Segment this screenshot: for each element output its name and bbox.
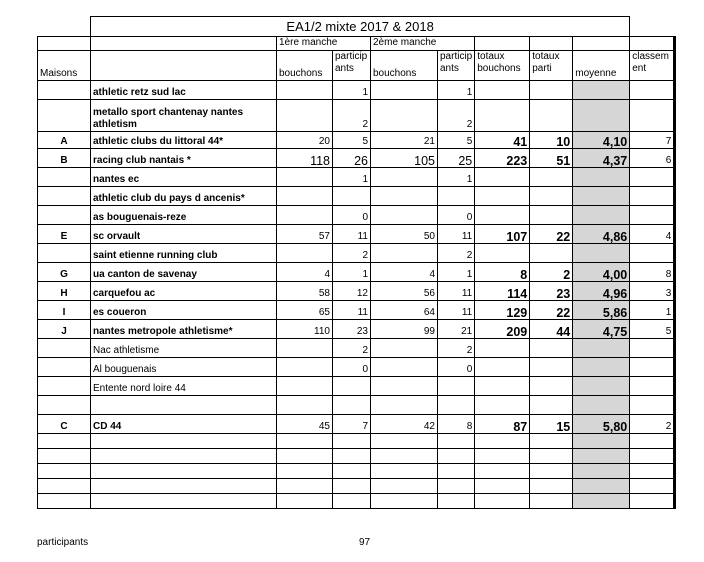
cell-moyenne	[573, 494, 630, 509]
cell-bouchons2: 4	[371, 263, 438, 282]
cell-classement	[630, 206, 675, 225]
cell-totaux-bouchons: 41	[475, 132, 530, 149]
cell-moyenne: 4,37	[573, 149, 630, 168]
cell-moyenne	[573, 100, 630, 132]
cell-particip2	[438, 434, 475, 449]
cell-particip1	[333, 396, 371, 415]
cell-club: athletic retz sud lac	[91, 81, 277, 100]
cell-totaux-parti	[530, 206, 573, 225]
cell-totaux-parti	[530, 449, 573, 464]
cell-totaux-parti	[530, 244, 573, 263]
cell-totaux-parti	[530, 396, 573, 415]
cell-totaux-parti: 10	[530, 132, 573, 149]
cell-classement: 1	[630, 301, 675, 320]
cell-bouchons2: 99	[371, 320, 438, 339]
cell-moyenne	[573, 187, 630, 206]
cell-club: Al bouguenais	[91, 358, 277, 377]
cell-club: athletic clubs du littoral 44*	[91, 132, 277, 149]
cell-bouchons1: 110	[277, 320, 333, 339]
cell-bouchons1	[277, 358, 333, 377]
manche-header-row	[38, 37, 675, 51]
cell-maison	[38, 377, 91, 396]
cell-particip1: 11	[333, 225, 371, 244]
cell-maison	[38, 339, 91, 358]
cell-totaux-parti: 2	[530, 263, 573, 282]
table-row	[38, 320, 675, 339]
cell-bouchons2: 56	[371, 282, 438, 301]
cell-club	[91, 434, 277, 449]
cell-moyenne: 4,75	[573, 320, 630, 339]
cell-totaux-parti	[530, 339, 573, 358]
cell-particip1: 7	[333, 415, 371, 434]
cell-club: nantes ec	[91, 168, 277, 187]
cell-totaux-bouchons: 129	[475, 301, 530, 320]
table-row	[38, 187, 675, 206]
cell-maison	[38, 449, 91, 464]
cell-moyenne: 4,96	[573, 282, 630, 301]
table-row	[38, 396, 675, 415]
cell-bouchons2	[371, 434, 438, 449]
cell-maison: I	[38, 301, 91, 320]
totaux-bouchons-header: totaux bouchons	[475, 51, 530, 81]
particip1-header: particip ants	[333, 51, 371, 81]
cell-particip2: 8	[438, 415, 475, 434]
cell-bouchons2: 64	[371, 301, 438, 320]
cell-classement	[630, 244, 675, 263]
cell-maison	[38, 168, 91, 187]
cell-particip1: 2	[333, 244, 371, 263]
cell-particip1: 2	[333, 339, 371, 358]
cell-particip2: 25	[438, 149, 475, 168]
cell-totaux-parti	[530, 358, 573, 377]
cell-club: metallo sport chantenay nantes athletism	[91, 100, 277, 132]
cell-moyenne: 4,00	[573, 263, 630, 282]
table-title: EA1/2 mixte 2017 & 2018	[91, 17, 630, 37]
cell-classement	[630, 358, 675, 377]
cell-particip1	[333, 377, 371, 396]
cell-totaux-bouchons: 114	[475, 282, 530, 301]
table-row	[38, 225, 675, 244]
cell-bouchons2	[371, 81, 438, 100]
column-header-row	[38, 51, 675, 81]
cell-moyenne	[573, 168, 630, 187]
cell-maison	[38, 187, 91, 206]
cell-moyenne	[573, 358, 630, 377]
cell-classement	[630, 396, 675, 415]
bouchons1-header: bouchons	[277, 51, 333, 81]
cell-totaux-parti	[530, 434, 573, 449]
cell-bouchons2	[371, 479, 438, 494]
cell-particip1: 5	[333, 132, 371, 149]
cell-maison	[38, 100, 91, 132]
cell-particip1	[333, 187, 371, 206]
cell-particip1: 2	[333, 100, 371, 132]
cell-particip2: 0	[438, 358, 475, 377]
cell-bouchons1	[277, 377, 333, 396]
cell-club: athletic club du pays d ancenis*	[91, 187, 277, 206]
cell-maison	[38, 464, 91, 479]
cell-particip1: 1	[333, 81, 371, 100]
cell-bouchons1	[277, 244, 333, 263]
cell-maison: J	[38, 320, 91, 339]
cell-particip1: 1	[333, 263, 371, 282]
cell-totaux-bouchons	[475, 479, 530, 494]
results-table	[37, 16, 676, 509]
participants-label: participants	[37, 537, 89, 548]
cell-bouchons2	[371, 168, 438, 187]
cell-moyenne	[573, 206, 630, 225]
cell-classement: 4	[630, 225, 675, 244]
cell-bouchons1: 4	[277, 263, 333, 282]
cell-classement	[630, 377, 675, 396]
bouchons2-header: bouchons	[371, 51, 438, 81]
moyenne-header: moyenne	[573, 51, 630, 81]
cell-maison: E	[38, 225, 91, 244]
cell-club	[91, 449, 277, 464]
cell-particip2: 0	[438, 206, 475, 225]
cell-totaux-parti	[530, 100, 573, 132]
cell-club	[91, 396, 277, 415]
cell-bouchons2	[371, 100, 438, 132]
cell-bouchons2: 50	[371, 225, 438, 244]
cell-maison	[38, 358, 91, 377]
table-row	[38, 263, 675, 282]
cell-bouchons1	[277, 100, 333, 132]
cell-moyenne	[573, 244, 630, 263]
cell-classement	[630, 479, 675, 494]
cell-moyenne	[573, 449, 630, 464]
cell-particip1	[333, 494, 371, 509]
cell-totaux-parti	[530, 168, 573, 187]
cell-particip1	[333, 449, 371, 464]
cell-totaux-bouchons	[475, 358, 530, 377]
cell-particip1: 23	[333, 320, 371, 339]
cell-club: as bouguenais-reze	[91, 206, 277, 225]
cell-maison	[38, 494, 91, 509]
cell-particip1	[333, 479, 371, 494]
cell-particip2	[438, 377, 475, 396]
table-row	[38, 301, 675, 320]
cell-bouchons1	[277, 464, 333, 479]
cell-classement	[630, 464, 675, 479]
cell-club: Nac athletisme	[91, 339, 277, 358]
cell-maison	[38, 81, 91, 100]
cell-maison: B	[38, 149, 91, 168]
cell-moyenne	[573, 464, 630, 479]
table-row	[38, 132, 675, 149]
cell-totaux-bouchons: 107	[475, 225, 530, 244]
cell-particip2	[438, 187, 475, 206]
cell-bouchons1: 65	[277, 301, 333, 320]
cell-totaux-bouchons: 209	[475, 320, 530, 339]
cell-classement: 6	[630, 149, 675, 168]
cell-totaux-bouchons	[475, 464, 530, 479]
cell-bouchons1	[277, 339, 333, 358]
cell-club	[91, 464, 277, 479]
cell-particip2: 2	[438, 339, 475, 358]
cell-totaux-parti	[530, 464, 573, 479]
cell-club: sc orvault	[91, 225, 277, 244]
cell-particip2	[438, 464, 475, 479]
cell-bouchons2: 21	[371, 132, 438, 149]
cell-maison: H	[38, 282, 91, 301]
cell-particip2: 2	[438, 100, 475, 132]
table-row	[38, 339, 675, 358]
cell-classement	[630, 187, 675, 206]
cell-bouchons1: 57	[277, 225, 333, 244]
particip2-header: particip ants	[438, 51, 475, 81]
cell-totaux-bouchons: 8	[475, 263, 530, 282]
cell-club: nantes metropole athletisme*	[91, 320, 277, 339]
cell-particip2	[438, 494, 475, 509]
cell-bouchons1: 45	[277, 415, 333, 434]
cell-particip2: 11	[438, 301, 475, 320]
cell-totaux-bouchons	[475, 449, 530, 464]
cell-totaux-bouchons	[475, 396, 530, 415]
cell-moyenne	[573, 434, 630, 449]
cell-moyenne: 5,86	[573, 301, 630, 320]
cell-totaux-bouchons	[475, 244, 530, 263]
table-row	[38, 206, 675, 225]
cell-moyenne	[573, 396, 630, 415]
cell-maison	[38, 244, 91, 263]
cell-particip1: 0	[333, 358, 371, 377]
cell-classement	[630, 494, 675, 509]
cell-bouchons2: 105	[371, 149, 438, 168]
cell-totaux-bouchons	[475, 494, 530, 509]
cell-bouchons2: 42	[371, 415, 438, 434]
table-row	[38, 449, 675, 464]
table-row	[38, 282, 675, 301]
cell-maison	[38, 479, 91, 494]
totaux-parti-header: totaux parti	[530, 51, 573, 81]
table-row	[38, 415, 675, 434]
cell-particip2	[438, 396, 475, 415]
cell-classement: 8	[630, 263, 675, 282]
title-row	[38, 17, 675, 37]
cell-club	[91, 494, 277, 509]
table-row	[38, 494, 675, 509]
cell-particip2: 1	[438, 81, 475, 100]
cell-totaux-bouchons	[475, 434, 530, 449]
cell-moyenne: 4,86	[573, 225, 630, 244]
cell-bouchons1	[277, 206, 333, 225]
cell-classement	[630, 81, 675, 100]
table-row	[38, 168, 675, 187]
cell-moyenne	[573, 377, 630, 396]
cell-bouchons1	[277, 187, 333, 206]
cell-classement	[630, 100, 675, 132]
cell-bouchons2	[371, 449, 438, 464]
cell-particip1: 12	[333, 282, 371, 301]
cell-bouchons1	[277, 449, 333, 464]
cell-bouchons1: 20	[277, 132, 333, 149]
cell-bouchons2	[371, 187, 438, 206]
cell-particip1: 0	[333, 206, 371, 225]
cell-club: ua canton de savenay	[91, 263, 277, 282]
cell-totaux-parti: 15	[530, 415, 573, 434]
cell-totaux-bouchons	[475, 100, 530, 132]
cell-totaux-bouchons	[475, 187, 530, 206]
cell-moyenne	[573, 81, 630, 100]
cell-bouchons2	[371, 494, 438, 509]
cell-club: CD 44	[91, 415, 277, 434]
cell-classement	[630, 449, 675, 464]
manche2-header: 2ème manche	[371, 37, 475, 51]
cell-classement: 3	[630, 282, 675, 301]
cell-totaux-bouchons: 87	[475, 415, 530, 434]
cell-classement: 5	[630, 320, 675, 339]
cell-club: Entente nord loire 44	[91, 377, 277, 396]
cell-bouchons1	[277, 81, 333, 100]
cell-totaux-parti	[530, 494, 573, 509]
cell-particip2: 1	[438, 263, 475, 282]
manche1-header: 1ère manche	[277, 37, 371, 51]
cell-classement: 7	[630, 132, 675, 149]
cell-maison	[38, 396, 91, 415]
cell-totaux-parti: 51	[530, 149, 573, 168]
cell-totaux-parti: 44	[530, 320, 573, 339]
cell-totaux-bouchons	[475, 81, 530, 100]
cell-totaux-parti: 22	[530, 301, 573, 320]
cell-club: es coueron	[91, 301, 277, 320]
cell-totaux-parti	[530, 377, 573, 396]
cell-classement: 2	[630, 415, 675, 434]
cell-bouchons1	[277, 168, 333, 187]
cell-particip2: 11	[438, 225, 475, 244]
cell-particip1	[333, 434, 371, 449]
cell-bouchons1	[277, 396, 333, 415]
cell-particip2	[438, 479, 475, 494]
cell-totaux-bouchons	[475, 377, 530, 396]
cell-particip1: 11	[333, 301, 371, 320]
cell-bouchons2	[371, 206, 438, 225]
table-row	[38, 377, 675, 396]
cell-moyenne: 4,10	[573, 132, 630, 149]
cell-maison: C	[38, 415, 91, 434]
cell-classement	[630, 434, 675, 449]
cell-maison: A	[38, 132, 91, 149]
table-row	[38, 149, 675, 168]
cell-particip2: 5	[438, 132, 475, 149]
cell-bouchons2	[371, 464, 438, 479]
cell-particip1	[333, 464, 371, 479]
table-row	[38, 81, 675, 100]
cell-bouchons2	[371, 358, 438, 377]
cell-totaux-bouchons	[475, 168, 530, 187]
cell-moyenne: 5,80	[573, 415, 630, 434]
cell-bouchons2	[371, 339, 438, 358]
cell-bouchons1	[277, 494, 333, 509]
cell-particip2	[438, 449, 475, 464]
cell-particip2: 11	[438, 282, 475, 301]
cell-club: racing club nantais *	[91, 149, 277, 168]
cell-bouchons2	[371, 244, 438, 263]
cell-classement	[630, 339, 675, 358]
cell-particip1: 1	[333, 168, 371, 187]
cell-bouchons1: 118	[277, 149, 333, 168]
cell-bouchons1: 58	[277, 282, 333, 301]
cell-bouchons2	[371, 377, 438, 396]
cell-totaux-parti: 23	[530, 282, 573, 301]
cell-totaux-bouchons: 223	[475, 149, 530, 168]
cell-maison: G	[38, 263, 91, 282]
classement-header: classem ent	[630, 51, 675, 81]
participants-total: 97	[359, 537, 371, 548]
maisons-header: Maisons	[38, 51, 91, 81]
cell-maison	[38, 434, 91, 449]
cell-club: carquefou ac	[91, 282, 277, 301]
cell-maison	[38, 206, 91, 225]
table-row	[38, 464, 675, 479]
table-row	[38, 434, 675, 449]
cell-bouchons1	[277, 479, 333, 494]
table-row	[38, 100, 675, 132]
cell-particip2: 2	[438, 244, 475, 263]
cell-totaux-bouchons	[475, 339, 530, 358]
cell-totaux-parti: 22	[530, 225, 573, 244]
cell-club: saint etienne running club	[91, 244, 277, 263]
cell-moyenne	[573, 339, 630, 358]
cell-moyenne	[573, 479, 630, 494]
table-row	[38, 244, 675, 263]
table-row	[38, 358, 675, 377]
cell-particip2: 1	[438, 168, 475, 187]
cell-totaux-parti	[530, 479, 573, 494]
table-row	[38, 479, 675, 494]
cell-totaux-bouchons	[475, 206, 530, 225]
cell-particip1: 26	[333, 149, 371, 168]
cell-classement	[630, 168, 675, 187]
cell-particip2: 21	[438, 320, 475, 339]
cell-club	[91, 479, 277, 494]
cell-bouchons2	[371, 396, 438, 415]
cell-bouchons1	[277, 434, 333, 449]
cell-totaux-parti	[530, 187, 573, 206]
cell-totaux-parti	[530, 81, 573, 100]
